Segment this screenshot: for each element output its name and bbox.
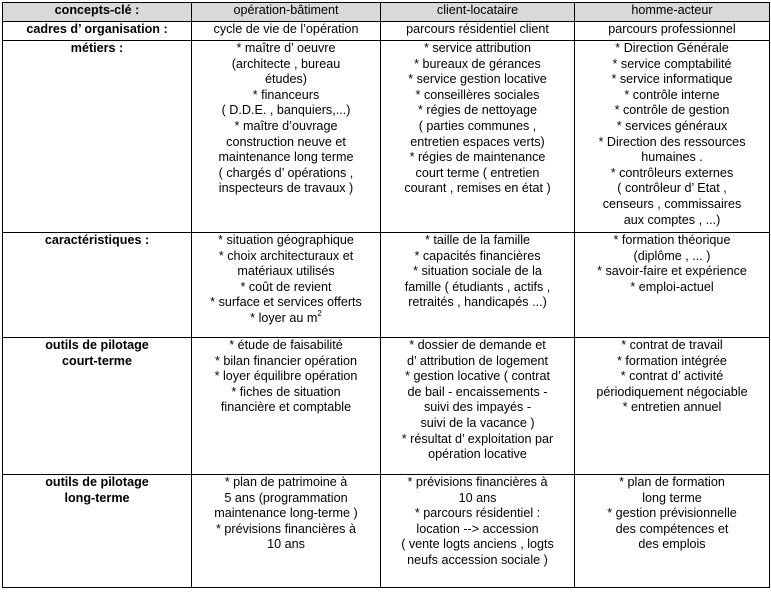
cell-line: inspecteurs de travaux ) <box>218 181 354 196</box>
table-body <box>3 3 770 588</box>
cell-line: * services généraux <box>616 118 728 133</box>
cell-line: * gestion locative ( contrat <box>405 369 550 384</box>
cell-line: censeurs , commissaires <box>602 196 742 211</box>
cell-line: suivi de la vacance ) <box>420 415 535 430</box>
cell-line: parcours résidentiel client <box>406 22 549 36</box>
cell-line: * Direction des ressources <box>598 134 746 149</box>
row-label-line: long-terme <box>64 490 130 505</box>
cell-line: * prévisions financières à <box>407 475 548 489</box>
row-outils-court-terme <box>3 338 770 475</box>
cell-line: 5 ans (programmation <box>224 490 348 505</box>
cell-line: * loyer au $m^2$ <box>250 308 322 325</box>
cell-line: * Direction Générale <box>615 41 729 55</box>
row-label <box>3 22 192 41</box>
cell-line: * service comptabilité <box>612 56 732 71</box>
cell-line: maintenance long terme <box>218 150 354 165</box>
cell-line: * régies de maintenance <box>409 150 546 165</box>
cell-homme-acteur <box>575 22 770 41</box>
cell-line: * régies de nettoyage <box>417 103 538 118</box>
cell-line: * contrat de travail <box>621 338 723 352</box>
cell-line: retraités , handicapés ...) <box>408 295 547 310</box>
cell-line: (diplôme , ... ) <box>633 248 711 263</box>
cell-line: * contrôle de gestion <box>614 103 730 118</box>
cell-client-locataire <box>381 41 575 233</box>
cell-homme-acteur <box>575 338 770 475</box>
cell-line: humaines . <box>641 150 703 165</box>
cell-line: * surface et services offerts <box>210 295 362 310</box>
header-col-operation-batiment: opération-bâtiment <box>192 3 381 22</box>
cell-line: * fiches de situation <box>231 384 341 399</box>
row-label <box>3 233 192 338</box>
cell-operation-batiment <box>192 22 381 41</box>
cell-line: * contrôleurs externes <box>610 165 734 180</box>
cell-line: * taille de la famille <box>425 233 530 247</box>
cell-operation-batiment <box>192 475 381 588</box>
header-col-homme-acteur: homme-acteur <box>575 3 770 22</box>
cell-line: court terme ( entretien <box>415 165 540 180</box>
cell-line: * bilan financier opération <box>214 353 358 368</box>
cell-line: ( parties communes , <box>418 118 537 133</box>
cell-line: famille ( étudiants , actifs , <box>404 279 551 294</box>
row-label <box>3 41 192 233</box>
cell-line: * dossier de demande et <box>409 338 546 352</box>
cell-line: * service attribution <box>423 41 532 55</box>
row-metiers <box>3 41 770 233</box>
cell-line: * contrat d’ activité <box>620 369 724 384</box>
cell-line: * parcours résidentiel : <box>414 506 541 521</box>
cell-line: * capacités financières <box>414 248 541 263</box>
cell-line: * situation géographique <box>218 233 354 247</box>
cell-line: cycle de vie de l’opération <box>213 22 359 36</box>
cell-line: * contrôle interne <box>624 87 720 102</box>
cell-line: * étude de faisabilité <box>229 338 343 352</box>
cell-line: maintenance long-terme ) <box>214 506 358 521</box>
cell-line: * maître d’ouvrage <box>234 118 338 133</box>
cell-line: * coût de revient <box>240 279 332 294</box>
cell-line: ( vente logts anciens , logts <box>401 537 554 552</box>
cell-line: 10 ans <box>267 537 305 552</box>
concepts-table <box>2 2 770 588</box>
cell-line: 10 ans <box>458 490 497 505</box>
cell-line: des compétences et <box>615 521 729 536</box>
cell-line: * service gestion locative <box>408 72 547 87</box>
cell-line: * financeurs <box>252 87 320 102</box>
cell-line: * choix architecturaux et <box>218 248 354 263</box>
cell-line: parcours professionnel <box>608 22 736 36</box>
cell-line: * prévisions financières à <box>215 521 356 536</box>
cell-homme-acteur <box>575 233 770 338</box>
cell-client-locataire <box>381 338 575 475</box>
cell-line: neufs accession sociale ) <box>407 552 548 567</box>
cell-homme-acteur <box>575 475 770 588</box>
cell-client-locataire <box>381 475 575 588</box>
cell-line: * plan de formation <box>619 475 725 489</box>
row-caracteristiques <box>3 233 770 338</box>
cell-line: * savoir-faire et expérience <box>597 264 747 279</box>
cell-line: * formation intégrée <box>617 353 727 368</box>
cell-homme-acteur <box>575 41 770 233</box>
cell-line: courant , remises en état ) <box>404 181 551 196</box>
cell-line: * entretien annuel <box>622 400 722 415</box>
cell-line: périodiquement négociable <box>596 384 748 399</box>
row-outils-long-terme <box>3 475 770 588</box>
cell-line: ( chargés d’ opérations , <box>218 165 354 180</box>
cell-line: * conseillères sociales <box>415 87 540 102</box>
cell-line: suivi des impayés - <box>423 400 532 415</box>
cell-line: opération locative <box>428 447 527 462</box>
superscript-two: 2 <box>317 308 322 318</box>
cell-operation-batiment <box>192 233 381 338</box>
row-cadres-organisation <box>3 22 770 41</box>
cell-line: de bail - encaissements - <box>407 384 548 399</box>
header-col-client-locataire: client-locataire <box>381 3 575 22</box>
cell-line: entretien espaces verts) <box>410 134 545 149</box>
cell-line: * loyer équilibre opération <box>214 369 358 384</box>
cell-line: * maître d’ oeuvre <box>236 41 336 55</box>
cell-line: financière et comptable <box>220 400 352 415</box>
cell-line: * situation sociale de la <box>413 264 542 279</box>
cell-line: * bureaux de gérances <box>414 56 541 71</box>
cell-line: * formation théorique <box>613 233 731 247</box>
cell-line: matériaux utilisés <box>237 264 335 279</box>
row-label-line: cadres d’ organisation : <box>26 22 168 36</box>
header-row <box>3 3 770 22</box>
header-label: concepts-clé : <box>3 3 192 22</box>
row-label-line: métiers : <box>70 41 124 55</box>
cell-line: * gestion prévisionnelle <box>607 506 737 521</box>
cell-operation-batiment <box>192 41 381 233</box>
cell-line: * emploi-actuel <box>630 279 714 294</box>
row-label-line: outils de pilotage <box>45 338 149 352</box>
cell-line: * service informatique <box>611 72 733 87</box>
row-label-line: caractéristiques : <box>44 233 150 247</box>
cell-line: études) <box>264 72 307 87</box>
cell-line: construction neuve et <box>226 134 346 149</box>
cell-line: location --> accession <box>416 521 539 536</box>
cell-line: aux comptes , ...) <box>623 212 721 227</box>
row-label <box>3 475 192 588</box>
cell-line: d’ attribution de logement <box>407 353 548 368</box>
cell-line: des emplois <box>638 537 706 552</box>
cell-line: * plan de patrimoine à <box>224 475 348 489</box>
row-label <box>3 338 192 475</box>
cell-operation-batiment <box>192 338 381 475</box>
cell-client-locataire <box>381 233 575 338</box>
row-label-line: court-terme <box>62 353 132 368</box>
row-label-line: outils de pilotage <box>45 475 149 489</box>
cell-line: ( contrôleur d’ Etat , <box>617 181 727 196</box>
cell-line: long terme <box>642 490 702 505</box>
cell-line: * résultat d’ exploitation par <box>401 431 554 446</box>
cell-client-locataire <box>381 22 575 41</box>
cell-line: ( D.D.E. , banquiers,...) <box>221 103 351 118</box>
cell-line: (architecte , bureau <box>231 56 341 71</box>
